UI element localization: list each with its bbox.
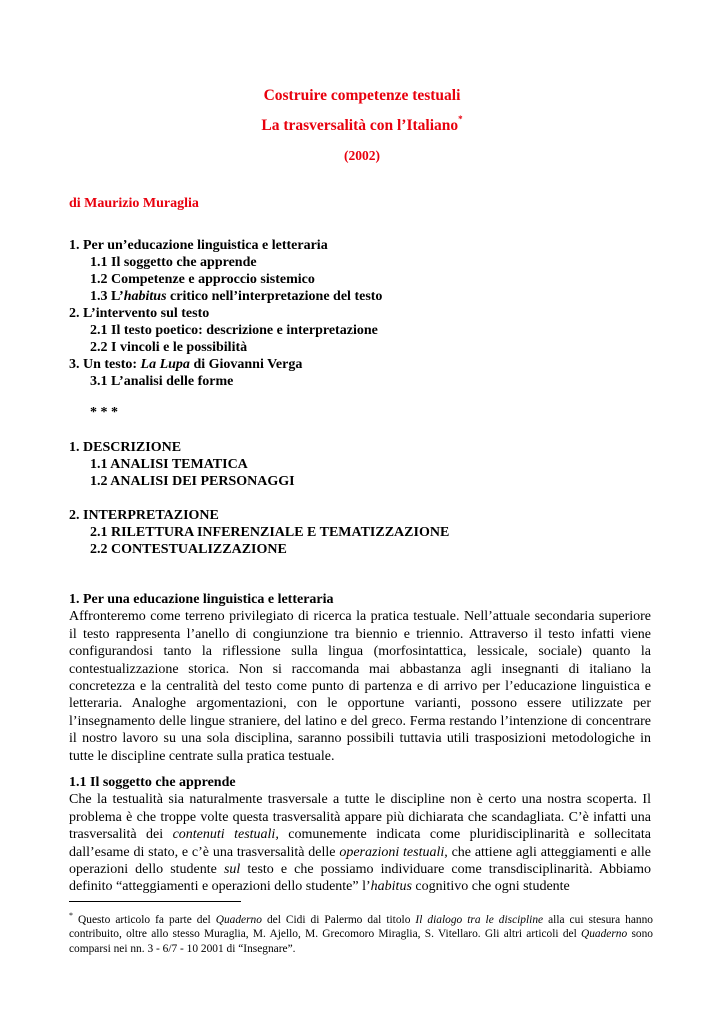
title-line-2: [0, 116, 724, 135]
s2-text-5: cognitivo che ogni studente: [411, 879, 570, 895]
toc-item-1-3: [69, 288, 382, 305]
outline-interpretazione: [69, 507, 449, 558]
section-1: [69, 591, 651, 765]
toc-item-2-2: 2.2 I vincoli e le possibilità: [90, 340, 248, 355]
section-1-1-paragraph: [69, 791, 651, 895]
footnote-mark: *: [69, 911, 73, 920]
footnote: [69, 909, 653, 956]
s2-em-2: operazioni testuali: [339, 844, 445, 860]
toc-item-3: [69, 356, 382, 373]
toc-item-1-3-post: critico nell’interpretazione del testo: [166, 289, 383, 304]
s2-em-3: sul: [223, 862, 241, 878]
s2-text-3: , che attiene agli atteggiamenti e alle operazioni dello studente: [69, 844, 651, 878]
toc-item-1-3-pre: 1.3 L’: [90, 289, 124, 304]
toc-item-1-2: 1.2 Competenze e approccio sistemico: [90, 272, 315, 287]
toc-item-3-em: La Lupa: [140, 357, 190, 372]
s2-em-1: contenuti testuali,: [172, 827, 279, 843]
fn-em-1: Quaderno: [215, 913, 262, 926]
outline-2-1: 2.1 RILETTURA INFERENZIALE E TEMATIZZAZIONE: [90, 525, 450, 540]
s2-text-4: testo e che possiamo individuare come transdisciplinarità. Abbiamo definito “atteggiamenti e operazioni dello studente” l’: [69, 862, 651, 895]
s2-text-2: comunemente indicata come pluridisciplinarità e sollecitata dall’esame di stato, e c’è una trasversalità delle: [69, 827, 651, 860]
title-line-1: Costruire competenze testuali: [263, 87, 461, 104]
publication-year: (2002): [344, 148, 380, 163]
fn-em-3: Quaderno: [581, 928, 628, 941]
outline-1-2: 1.2 ANALISI DEI PERSONAGGI: [90, 474, 295, 489]
fn-text-1: Questo articolo fa parte del: [73, 913, 216, 926]
toc-item-2-1: 2.1 Il testo poetico: descrizione e interpretazione: [90, 323, 378, 338]
outline-1-heading: 1. DESCRIZIONE: [69, 440, 182, 455]
section-1-1-heading: 1.1 Il soggetto che apprende: [69, 775, 236, 790]
toc-item-3-1: 3.1 L’analisi delle forme: [90, 374, 234, 389]
outline-2-2: 2.2 CONTESTUALIZZAZIONE: [90, 542, 287, 557]
fn-text-3: alla cui stesura hanno contribuito, oltre allo stesso Muraglia, M. Ajello, M. Grecomoro Miraglia, S. Vitellaro. Gli altri articoli del: [69, 913, 653, 941]
s2-em-4: habitus: [370, 879, 412, 895]
title-line-2-text: La trasversalità con l’Italiano: [261, 117, 459, 135]
toc-item-1: 1. Per un’educazione linguistica e letteraria: [69, 238, 328, 253]
s2-text-1: Che la testualità sia naturalmente trasversale a tutte le discipline non è certo una nostra scoperta. Il problema è che troppe volte questa trasversalità appare più dichiarata che scandagliata. C’è infatti una trasversalità dei: [69, 792, 651, 843]
section-1-heading: 1. Per una educazione linguistica e letteraria: [69, 592, 334, 607]
toc-item-3-pre: 3. Un testo:: [69, 357, 141, 372]
outline-2-heading: 2. INTERPRETAZIONE: [69, 508, 219, 523]
fn-text-2: del Cidi di Palermo dal titolo: [261, 913, 416, 926]
outline-descrizione: [69, 439, 295, 490]
section-1-1: [69, 774, 651, 896]
fn-text-4: sono comparsi nei nn. 3 - 6/7 - 10 2001 di “Insegnare”.: [69, 928, 653, 955]
author-line: di Maurizio Muraglia: [69, 196, 199, 211]
section-separator: * * *: [90, 405, 118, 420]
title-footnote-mark[interactable]: *: [458, 114, 463, 124]
footnote-divider: [69, 901, 241, 902]
toc-item-1-1: 1.1 Il soggetto che apprende: [90, 255, 257, 270]
toc-item-1-3-em: habitus: [123, 289, 167, 304]
toc-item-3-post: di Giovanni Verga: [189, 357, 303, 372]
toc-item-2: 2. L’intervento sul testo: [69, 306, 210, 321]
table-of-contents: [69, 237, 382, 390]
outline-1-1: 1.1 ANALISI TEMATICA: [90, 457, 248, 472]
fn-em-2: Il dialogo tra le discipline: [415, 913, 544, 926]
section-1-paragraph: Affronteremo come terreno privilegiato di ricerca la pratica testuale. Nell’attuale secondaria superiore il testo rappresenta l’anello di congiunzione tra biennio e triennio. Attraverso il testo infatti viene configurandosi tanto la riflessione sulla lingua (morfosintattica, lessicale, sociale) quanto la contestualizzazione storica. Non si raccomanda mai abbastanza agli insegnanti di italiano la concretezza e la centralità del testo come punto di partenza e di arrivo per l’educazione linguistica e letteraria. Analoghe argomentazioni, con le opportune varianti, possono essere utilizzate per l’insegnamento delle lingue straniere, del latino e del greco. Ferma restando l’intenzione di concentrare il nostro lavoro su una sola disciplina, saranno possibili tuttavia utili trasposizioni metodologiche in tutte le discipline centrate sulla pratica testuale.: [69, 609, 651, 764]
